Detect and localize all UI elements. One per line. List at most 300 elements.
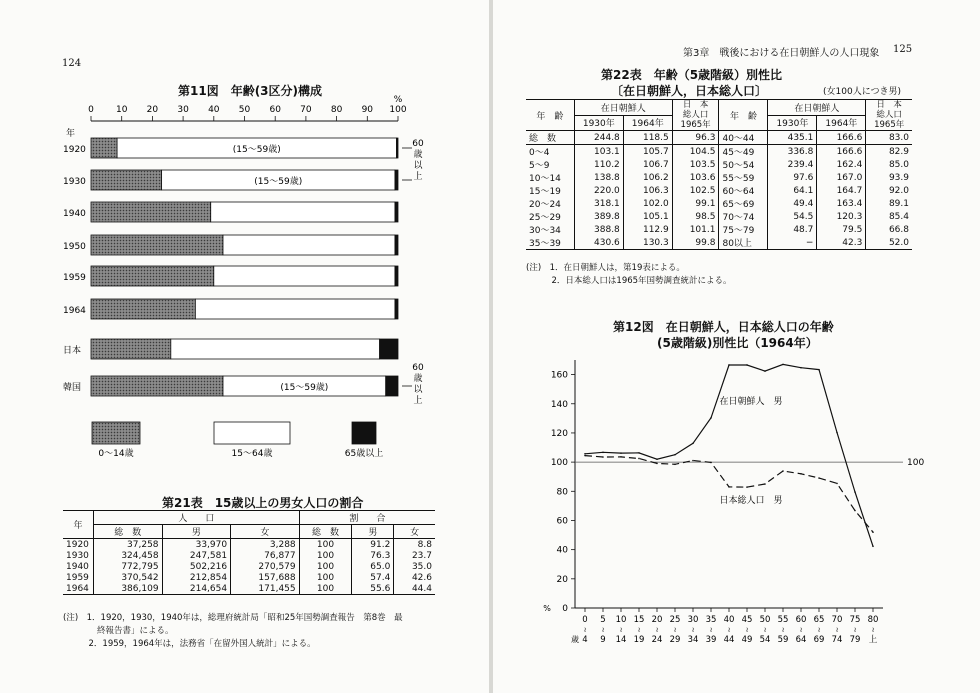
fig12-x-tick-tilde: ≀ [691, 626, 695, 634]
fig11-axis-tick-label: 70 [300, 105, 312, 115]
table22-cell-b: 105.7 [623, 145, 672, 159]
table22-cell-age: 35〜39 [526, 236, 574, 250]
fig12-point-japan [782, 470, 784, 472]
table21-row [63, 539, 435, 551]
fig11-bar-0-14 [91, 138, 117, 158]
fig12-point-japan [710, 462, 712, 464]
fig12-point-zainichi [710, 417, 712, 419]
fig12-x-tick-label-to: 9 [600, 635, 606, 645]
th-1930-2: 1930年 [768, 115, 817, 131]
fig11-bar-15-64 [211, 202, 395, 222]
fig11-axis-tick-label: 60 [269, 105, 281, 115]
fig11-bar-65plus [395, 202, 398, 222]
th-male: 男 [162, 525, 231, 539]
table21 [63, 510, 435, 595]
table21-cell-r_female: 23.7 [411, 550, 432, 561]
fig12-series-label-zainichi: 在日朝鮮人 男 [719, 396, 783, 407]
fig11-year-header: 年 [66, 129, 76, 139]
table21-cell-r_male: 65.0 [352, 561, 394, 572]
fig11-bar-65plus [395, 170, 398, 190]
fig11-bar-label: (15〜59歳) [232, 145, 281, 155]
table21-cell-year: 1940 [63, 561, 94, 572]
fig11-bar-0-14 [91, 376, 223, 396]
table22-note-line: (注) 1．在日朝鮮人は，第19表による。 [526, 263, 685, 273]
table22-cell-c: 85.0 [888, 159, 909, 170]
table22-cell-c: 98.5 [672, 210, 719, 223]
table22-cell-age: 55〜59 [719, 171, 768, 184]
table22-row [526, 171, 912, 184]
table21-cell-female: 3,288 [231, 539, 300, 551]
table21-cell-r_male: 57.4 [352, 572, 394, 583]
fig11-axis-tick-label: 100 [389, 105, 407, 115]
fig12-x-tick-tilde: ≀ [601, 626, 605, 634]
table22-cell-age: 20〜24 [526, 197, 574, 210]
fig11-60plus-note: 上 [413, 172, 423, 182]
table22-cell-a: 239.4 [768, 158, 817, 171]
fig11-bar-label: (15〜59歳) [280, 383, 329, 393]
table21-row [63, 572, 435, 583]
table22-cell-b: 112.9 [623, 223, 672, 236]
fig12-x-tick-tilde: ≀ [583, 626, 587, 634]
fig11-row-label: 1940 [63, 209, 86, 219]
fig12-y-tick-label: 20 [556, 574, 568, 585]
table22-cell-age: 総 数 [526, 131, 574, 145]
fig11-axis-tick-label: 90 [361, 105, 374, 115]
table22-cell-a: 110.2 [574, 158, 623, 171]
fig12-x-tick-tilde: ≀ [817, 626, 821, 634]
table22-cell-a: 49.4 [768, 197, 817, 210]
table21-cell-r_male: 76.3 [352, 550, 394, 561]
fig11-axis-tick-label: 20 [146, 105, 159, 115]
table22-cell-b: 42.3 [817, 236, 866, 250]
fig12-point-japan [584, 455, 586, 457]
fig12-x-tick-label-to: 4 [582, 635, 588, 645]
fig12-x-tick-label-to: 39 [705, 635, 717, 645]
fig12-x-tick-tilde: ≀ [619, 626, 623, 634]
table22-cell-b: 106.2 [623, 171, 672, 184]
table21-cell-male: 247,581 [162, 550, 231, 561]
fig11-bar-0-14 [91, 235, 223, 255]
table22-note-line: 2．日本総人口は1965年国勢調査統計による。 [526, 276, 732, 286]
table21-row [63, 583, 435, 595]
table22-cell-age: 50〜54 [719, 158, 768, 171]
table21-cell-male: 33,970 [162, 539, 231, 551]
fig12-point-zainichi [728, 364, 730, 366]
fig12-point-zainichi [836, 432, 838, 434]
th-zainichi: 在日朝鮮人 [574, 100, 672, 116]
fig12-series-label-japan: 日本総人口 男 [719, 495, 783, 506]
fig12-point-zainichi [746, 364, 748, 366]
table22-row [526, 145, 912, 159]
table22-cell-c: 99.8 [672, 236, 719, 250]
th-age-2: 年 齢 [719, 100, 768, 131]
fig11-row-label: 日本 [63, 346, 82, 356]
fig11-60plus-note: 歳 [413, 150, 423, 160]
fig11-bar-65plus [380, 339, 398, 359]
table22-cell-c: 102.5 [672, 184, 719, 197]
table21-title: 第21表 15歳以上の男女人口の割合 [162, 496, 364, 510]
table22-cell-b: 102.0 [623, 197, 672, 210]
fig12-y-tick-label: 80 [556, 487, 568, 498]
fig11-row-label: 1920 [63, 145, 86, 155]
fig12-x-tick-label-to: 14 [615, 635, 627, 645]
table22-cell-a: 336.8 [768, 145, 817, 159]
fig12-x-tick-tilde: ≀ [727, 626, 731, 634]
fig12-x-tick-label-from: 10 [615, 615, 627, 625]
table22-row [526, 131, 912, 145]
fig12-x-tick-label-to: 44 [723, 635, 735, 645]
table22-cell-age: 65〜69 [719, 197, 768, 210]
fig12-x-tick-tilde: ≀ [871, 626, 875, 634]
fig11-60plus-note: 60 [412, 363, 424, 373]
table22-row [526, 210, 912, 223]
fig12-x-tick-label-from: 25 [669, 615, 681, 625]
fig11-axis-tick-label: 40 [208, 105, 220, 115]
table22-row [526, 197, 912, 210]
fig12-y-tick-label: 60 [556, 516, 568, 527]
fig12-point-japan [656, 463, 658, 465]
table22-cell-a: 388.8 [574, 223, 623, 236]
table22-cell-age: 45〜49 [719, 145, 768, 159]
table22-cell-age: 25〜29 [526, 210, 574, 223]
table22 [526, 99, 912, 250]
fig11-axis-tick-label: 0 [88, 105, 94, 115]
table21-cell-female: 270,579 [231, 561, 300, 572]
fig12-point-zainichi [674, 454, 676, 456]
table22-cell-a: 103.1 [574, 145, 623, 159]
fig11-bar-15-64 [214, 266, 395, 286]
table22-cell-c: 82.9 [888, 146, 909, 157]
fig12-point-zainichi [872, 545, 874, 547]
th-1964-2: 1964年 [817, 115, 866, 131]
table22-cell-age: 15〜19 [526, 184, 574, 197]
fig12-point-zainichi [782, 364, 784, 366]
legend-swatch-0-14 [92, 422, 140, 444]
th-ratio-total: 総 数 [299, 525, 352, 539]
table21-cell-r_male: 55.6 [352, 583, 394, 595]
fig12-y-tick-label: 100 [550, 458, 568, 469]
th-1964: 1964年 [623, 115, 672, 131]
table22-unit: (女100人につき男) [823, 87, 902, 97]
fig12-x-tick-label-to: 69 [813, 635, 825, 645]
fig12-y-unit: % [543, 604, 551, 613]
fig11-60plus-note: 60 [412, 139, 424, 149]
fig12-point-japan [854, 510, 856, 512]
table22-cell-a: 97.6 [768, 171, 817, 184]
fig12-x-tick-label-from: 35 [705, 615, 717, 625]
th-female: 女 [231, 525, 300, 539]
table21-cell-year: 1920 [63, 539, 94, 551]
fig12-x-tick-label-from: 75 [849, 615, 861, 625]
fig12-point-japan [818, 477, 820, 479]
fig12-x-tick-label-to: 54 [759, 635, 771, 645]
fig11-row-label: 1950 [63, 242, 86, 252]
table21-cell-r_female: 35.0 [411, 561, 432, 572]
table21-cell-r_total: 100 [299, 561, 352, 572]
table21-cell-r_total: 100 [299, 583, 352, 595]
table22-cell-age: 75〜79 [719, 223, 768, 236]
table22-cell-b: 106.7 [623, 158, 672, 171]
fig11-bar-chart [0, 90, 489, 470]
fig12-x-tick-tilde: ≀ [655, 626, 659, 634]
fig12-x-tick-tilde: ≀ [745, 626, 749, 634]
table22-cell-b: 162.4 [817, 158, 866, 171]
table22-cell-c: 89.1 [888, 198, 909, 209]
fig11-row-label: 1930 [63, 177, 86, 187]
th-japan: 日 本 総人口 1965年 [672, 100, 719, 131]
table22-cell-a: 430.6 [574, 236, 623, 250]
fig12-point-japan [728, 486, 730, 488]
table22-cell-c: 52.0 [888, 237, 909, 248]
fig12-point-japan [674, 464, 676, 466]
fig11-bar-0-14 [91, 170, 162, 190]
table21-cell-total: 370,542 [94, 572, 163, 583]
fig12-point-zainichi [602, 452, 604, 454]
table22-cell-c: 83.0 [866, 131, 912, 145]
table21-cell-male: 214,654 [162, 583, 231, 595]
fig11-bar-65plus [395, 299, 398, 319]
legend-label: 65歳以上 [344, 449, 384, 459]
table21-cell-male: 212,854 [162, 572, 231, 583]
fig11-bar-65plus [395, 235, 398, 255]
fig12-x-tick-label-to: 79 [849, 635, 861, 645]
fig12-x-tick-label-to: 59 [777, 635, 789, 645]
table22-notes [526, 262, 732, 288]
page-number: 125 [893, 44, 913, 55]
table22-cell-b: 130.3 [623, 236, 672, 250]
fig12-y-tick-label: 40 [556, 545, 568, 556]
table21-cell-year: 1930 [63, 550, 94, 561]
table21-cell-total: 772,795 [94, 561, 163, 572]
fig12-x-tick-tilde: ≀ [799, 626, 803, 634]
fig12-point-japan [746, 486, 748, 488]
fig11-bar-65plus [386, 376, 398, 396]
fig12-point-japan [872, 531, 874, 533]
table21-cell-r_female: 8.8 [417, 539, 432, 550]
table22-cell-age: 30〜34 [526, 223, 574, 236]
th-zainichi-2: 在日朝鮮人 [768, 100, 866, 116]
table22-cell-a: 48.7 [768, 223, 817, 236]
table21-cell-r_total: 100 [299, 539, 352, 551]
fig12-x-tick-tilde: ≀ [637, 626, 641, 634]
fig12-x-tick-label-to: 29 [669, 635, 681, 645]
right-page [493, 0, 980, 693]
fig12-x-tick-label-from: 30 [687, 615, 699, 625]
table22-cell-age: 70〜74 [719, 210, 768, 223]
fig11-60plus-note: 歳 [413, 374, 423, 384]
th-ratio-female: 女 [394, 525, 435, 539]
fig12-point-japan [800, 473, 802, 475]
table22-row [526, 184, 912, 197]
table22-cell-c: 66.8 [888, 224, 909, 235]
fig12-series-japan-line [585, 456, 873, 532]
table21-cell-total: 324,458 [94, 550, 163, 561]
fig12-point-japan [764, 483, 766, 485]
fig11-bar-15-64 [223, 235, 395, 255]
legend-swatch-65plus [352, 422, 376, 444]
table22-row [526, 223, 912, 236]
table22-cell-a: − [768, 236, 817, 250]
table21-note-line: 2．1959，1964年は，法務省「在留外国人統計」による。 [63, 639, 316, 649]
table22-row [526, 158, 912, 171]
table22-row [526, 236, 912, 250]
table22-cell-age: 5〜9 [526, 158, 574, 171]
table22-cell-b: 105.1 [623, 210, 672, 223]
table22-cell-c: 93.9 [888, 172, 909, 183]
table22-cell-b: 163.4 [817, 197, 866, 210]
fig12-x-tick-label-to: 19 [633, 635, 645, 645]
fig12-point-zainichi [656, 458, 658, 460]
table22-cell-c: 104.5 [672, 145, 719, 159]
fig12-age-label: 歳 [571, 635, 579, 644]
table22-cell-a: 220.0 [574, 184, 623, 197]
fig11-60plus-note: 以 [413, 385, 423, 395]
th-japan-2: 日 本 総人口 1965年 [866, 100, 912, 131]
table21-row [63, 561, 435, 572]
fig11-bar-65plus [395, 266, 398, 286]
table22-cell-a: 435.1 [768, 131, 817, 145]
th-age: 年 齢 [526, 100, 574, 131]
th-ratio: 割 合 [299, 511, 435, 525]
fig12-point-zainichi [584, 453, 586, 455]
fig12-x-tick-tilde: ≀ [781, 626, 785, 634]
page-number: 124 [62, 58, 82, 69]
fig12-point-japan [602, 456, 604, 458]
fig12-point-zainichi [800, 367, 802, 369]
th-ratio-male: 男 [352, 525, 394, 539]
table22-cell-a: 138.8 [574, 171, 623, 184]
table22-cell-age: 40〜44 [719, 131, 768, 145]
fig12-x-tick-label-to: 24 [651, 635, 663, 645]
fig12-x-tick-tilde: ≀ [709, 626, 713, 634]
table21-cell-female: 157,688 [231, 572, 300, 583]
table22-cell-b: 79.5 [817, 223, 866, 236]
fig12-x-tick-label-from: 80 [867, 615, 879, 625]
fig12-x-tick-label-to: 49 [741, 635, 753, 645]
table22-cell-a: 54.5 [768, 210, 817, 223]
fig12-x-tick-label-from: 20 [651, 615, 663, 625]
table22-cell-c: 99.1 [672, 197, 719, 210]
fig11-bar-0-14 [91, 202, 211, 222]
fig12-series-zainichi-line [585, 364, 873, 546]
table22-cell-a: 389.8 [574, 210, 623, 223]
fig11-bar-65plus [396, 138, 398, 158]
table22-cell-age: 60〜64 [719, 184, 768, 197]
fig12-x-tick-label-to: 34 [687, 635, 699, 645]
fig12-x-tick-tilde: ≀ [835, 626, 839, 634]
table22-cell-b: 166.6 [817, 131, 866, 145]
running-head: 第3章 戦後における在日朝鮮人の人口現象 [683, 48, 880, 59]
fig12-x-tick-tilde: ≀ [763, 626, 767, 634]
table22-cell-c: 103.5 [672, 158, 719, 171]
fig11-title: 第11図 年齢(3区分)構成 [178, 84, 323, 98]
fig11-bar-15-64 [195, 299, 395, 319]
table22-cell-age: 80以上 [719, 236, 768, 250]
table22-cell-b: 166.6 [817, 145, 866, 159]
table21-cell-year: 1964 [63, 583, 94, 595]
fig11-bar-0-14 [91, 266, 214, 286]
fig11-row-label: 韓国 [63, 383, 82, 393]
table21-cell-year: 1959 [63, 572, 94, 583]
fig12-y-tick-label: 120 [550, 428, 568, 439]
table21-row [63, 550, 435, 561]
legend-label: 0〜14歳 [98, 449, 134, 459]
fig12-point-zainichi [620, 452, 622, 454]
legend-label: 15〜64歳 [231, 449, 273, 459]
fig12-y-tick-label: 140 [550, 399, 568, 410]
fig12-point-zainichi [638, 452, 640, 454]
fig12-x-tick-tilde: ≀ [673, 626, 677, 634]
fig12-x-tick-label-from: 55 [777, 615, 789, 625]
fig12-x-tick-label-from: 60 [795, 615, 807, 625]
table22-cell-c: 92.0 [888, 185, 909, 196]
table21-note-line: (注) 1．1920，1930，1940年は，総理府統計局「昭和25年国勢調査報告 第8巻 最 [63, 613, 403, 623]
fig12-x-tick-label-from: 40 [723, 615, 735, 625]
fig12-x-tick-label-to: 64 [795, 635, 807, 645]
legend-swatch-15-64 [214, 422, 290, 444]
fig12-point-zainichi [692, 442, 694, 444]
table22-cell-b: 167.0 [817, 171, 866, 184]
fig12-x-tick-label-from: 45 [741, 615, 753, 625]
fig11-bar-0-14 [91, 299, 195, 319]
table21-cell-r_total: 100 [299, 550, 352, 561]
table22-cell-age: 0〜4 [526, 145, 574, 159]
fig12-x-tick-label-to: 74 [831, 635, 843, 645]
fig11-axis-tick-label: 50 [238, 105, 251, 115]
table21-cell-female: 171,455 [231, 583, 300, 595]
table21-cell-total: 386,109 [94, 583, 163, 595]
fig12-point-japan [620, 456, 622, 458]
fig12-line-chart [493, 350, 980, 660]
fig12-y-tick-label: 0 [562, 604, 568, 614]
table22-cell-b: 118.5 [623, 131, 672, 145]
table21-cell-r_male: 91.2 [352, 539, 394, 551]
fig12-x-tick-label-to: 上 [868, 635, 878, 645]
table22-cell-b: 120.3 [817, 210, 866, 223]
fig11-row-label: 1964 [63, 306, 86, 316]
table22-title: 第22表 年齢（5歳階級）別性比 [601, 68, 783, 82]
table22-cell-c: 103.6 [672, 171, 719, 184]
fig12-x-tick-tilde: ≀ [853, 626, 857, 634]
table22-cell-c: 85.4 [888, 211, 909, 222]
table21-cell-female: 76,877 [231, 550, 300, 561]
table21-notes [63, 612, 403, 651]
th-year: 年 [63, 511, 94, 539]
table21-cell-r_female: 44.4 [411, 583, 432, 594]
fig11-axis-unit: % [393, 95, 403, 105]
fig12-point-japan [692, 460, 694, 462]
fig12-title-2: (5歳階級)別性比（1964年） [657, 336, 818, 350]
left-page [0, 0, 489, 693]
fig12-x-tick-label-from: 50 [759, 615, 771, 625]
table21-note-line: 終報告書」による。 [63, 626, 174, 636]
fig12-title: 第12図 在日朝鮮人，日本総人口の年齢 [613, 320, 834, 334]
fig11-axis-tick-label: 80 [330, 105, 343, 115]
table22-cell-age: 10〜14 [526, 171, 574, 184]
fig12-point-japan [638, 458, 640, 460]
fig11-bar-0-14 [91, 339, 171, 359]
fig12-point-japan [836, 483, 838, 485]
fig12-x-tick-label-from: 15 [633, 615, 645, 625]
fig12-x-tick-label-from: 5 [600, 615, 606, 625]
fig12-point-zainichi [818, 369, 820, 371]
fig11-60plus-note: 以 [413, 161, 423, 171]
table22-cell-b: 164.7 [817, 184, 866, 197]
fig12-y-tick-label: 160 [550, 370, 568, 381]
table21-cell-total: 37,258 [94, 539, 163, 551]
fig12-x-tick-label-from: 65 [813, 615, 825, 625]
fig11-axis-tick-label: 10 [115, 105, 128, 115]
